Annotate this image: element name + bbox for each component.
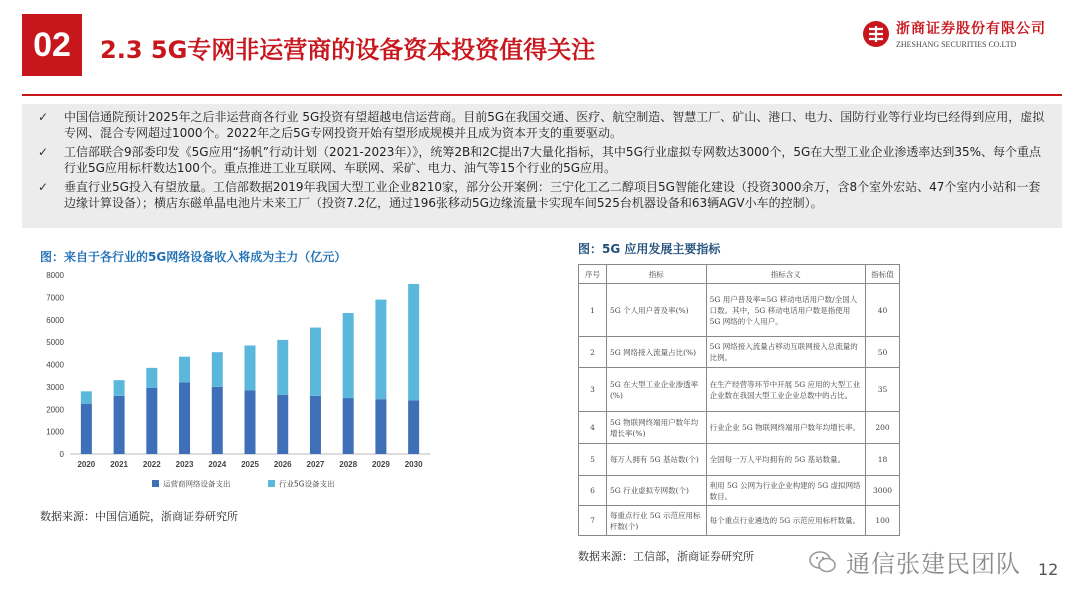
cell-meaning: 5G 用户普及率=5G 移动电话用户数/全国人口数。其中，5G 移动电话用户数是指使用 5G 网络的个人用户。 (706, 284, 865, 337)
bullet-text: 工信部联合9部委印发《5G应用“扬帆”行动计划（2021-2023年）》，统筹2B和2C提出7大量化指标，其中5G行业虚拟专网数达3000个，5G在大型工业企业渗透率达到35%、每个重点行业5G应用标杆数达100个。重点推进工业互联网、车联网、采矿、电力、油气等15个行业的5G应用。 (64, 145, 1042, 175)
cell-meaning: 行业企业 5G 物联网终端用户数年均增长率。 (706, 412, 865, 444)
bar-segment (408, 284, 419, 400)
bar-segment (375, 399, 386, 454)
cell-value: 18 (866, 444, 900, 476)
page-title: 2.3 5G专网非运营商的设备资本投资值得关注 (100, 36, 596, 64)
y-tick-label: 7000 (46, 293, 64, 303)
bar-segment (114, 396, 125, 454)
wechat-icon (808, 549, 838, 575)
column-header: 序号 (579, 265, 607, 284)
y-tick-label: 3000 (46, 382, 64, 392)
bar-segment (245, 345, 256, 390)
watermark-text: 通信张建民团队 (846, 550, 1021, 578)
column-header: 指标含义 (706, 265, 865, 284)
cell-metric: 5G 行业虚拟专网数(个) (606, 476, 706, 506)
bullet-text: 垂直行业5G投入有望放量。工信部数据2019年我国大型工业企业8210家，部分公开案例：三宁化工乙二醇项目5G智能化建设（投资3000余万，含8个室外宏站、47个室内小站和一套边缘计算设备）；横店东磁单晶电池片未来工厂（投资7.2亿，通过196张移动5G边缘流量卡实现车间525台机器设备和63辆AGV小车的控制）。 (64, 180, 1041, 210)
cell-no: 7 (579, 506, 607, 536)
cell-meaning: 利用 5G 公网为行业企业构建的 5G 虚拟网络数目。 (706, 476, 865, 506)
table-row (579, 284, 900, 337)
zheshang-logo-icon (862, 20, 890, 48)
table-header-row (579, 265, 900, 284)
cell-metric: 5G 物联网终端用户数年均增长率(%) (606, 412, 706, 444)
summary-bullets (22, 104, 1062, 228)
bar-segment (277, 340, 288, 395)
cell-no: 1 (579, 284, 607, 337)
cell-metric: 5G 个人用户普及率(%) (606, 284, 706, 337)
table-row (579, 337, 900, 368)
bullet-item (38, 144, 1052, 176)
legend-label: 运营商网络设备支出 (163, 479, 231, 489)
bullet-item (38, 179, 1052, 211)
y-tick-label: 2000 (46, 405, 64, 415)
bar-segment (408, 400, 419, 454)
logo-english-name: ZHESHANG SECURITIES CO.LTD (896, 40, 1017, 49)
bar-segment (179, 357, 190, 383)
cell-value: 50 (866, 337, 900, 368)
column-header: 指标 (606, 265, 706, 284)
cell-value: 40 (866, 284, 900, 337)
y-tick-label: 1000 (46, 427, 64, 437)
y-tick-label: 8000 (46, 271, 64, 280)
bar-segment (343, 313, 354, 398)
column-header: 指标值 (866, 265, 900, 284)
table-row (579, 444, 900, 476)
legend-label: 行业5G设备支出 (279, 479, 335, 489)
header-divider (22, 94, 1062, 96)
cell-value: 35 (866, 368, 900, 412)
bar-segment (310, 328, 321, 396)
check-icon: ✓ (38, 180, 49, 194)
x-tick-label: 2024 (208, 460, 227, 469)
cell-no: 5 (579, 444, 607, 476)
bar-segment (343, 398, 354, 454)
chart-source: 数据来源：中国信通院，浙商证券研究所 (40, 510, 238, 523)
x-tick-label: 2029 (372, 460, 390, 469)
x-tick-label: 2028 (339, 460, 358, 469)
legend-swatch (268, 480, 275, 487)
table-row (579, 412, 900, 444)
bar-segment (146, 388, 157, 454)
chart-title: 图：来自于各行业的5G网络设备收入将成为主力（亿元） (40, 250, 347, 264)
bar-segment (114, 380, 125, 396)
table-title: 图：5G 应用发展主要指标 (578, 242, 721, 256)
x-tick-label: 2025 (241, 460, 259, 469)
table-source: 数据来源：工信部，浙商证券研究所 (578, 550, 754, 563)
y-tick-label: 5000 (46, 338, 64, 348)
bar-segment (212, 352, 223, 387)
y-tick-label: 4000 (46, 360, 64, 370)
table-row (579, 476, 900, 506)
logo-chinese-name: 浙商证券股份有限公司 (896, 21, 1046, 37)
bar-segment (277, 395, 288, 454)
check-icon: ✓ (38, 145, 49, 159)
cell-value: 200 (866, 412, 900, 444)
table-row (579, 368, 900, 412)
cell-meaning: 5G 网络接入流量占移动互联网接入总流量的比例。 (706, 337, 865, 368)
y-tick-label: 6000 (46, 315, 64, 325)
legend-swatch (152, 480, 159, 487)
x-tick-label: 2021 (110, 460, 128, 469)
wechat-watermark (808, 544, 1021, 579)
x-tick-label: 2023 (175, 460, 194, 469)
table-row (579, 506, 900, 536)
x-tick-label: 2027 (306, 460, 325, 469)
check-icon: ✓ (38, 110, 49, 124)
x-tick-label: 2026 (273, 460, 292, 469)
cell-no: 4 (579, 412, 607, 444)
x-tick-label: 2022 (142, 460, 161, 469)
bar-segment (81, 404, 92, 454)
cell-value: 100 (866, 506, 900, 536)
cell-no: 2 (579, 337, 607, 368)
bar-segment (81, 391, 92, 403)
company-logo (862, 18, 1046, 49)
stacked-bar-chart (30, 266, 440, 498)
bar-segment (310, 396, 321, 454)
cell-metric: 5G 在大型工业企业渗透率(%) (606, 368, 706, 412)
y-tick-label: 0 (59, 450, 64, 459)
cell-meaning: 在生产经营等环节中开展 5G 应用的大型工业企业数在我国大型工业企业总数中的占比。 (706, 368, 865, 412)
bullet-text: 中国信通院预计2025年之后非运营商各行业 5G投资有望超越电信运营商。目前5G在我国交通、医疗、航空制造、智慧工厂、矿山、港口、电力、国防行业等行业均已经得到应用，虚拟专网、混合专网超过1000个。2022年之后5G专网投资开始有望形成规模并且成为资本开支的重要驱动。 (64, 110, 1045, 140)
bar-segment (375, 300, 386, 400)
cell-meaning: 每个重点行业遴选的 5G 示范应用标杆数量。 (706, 506, 865, 536)
bar-segment (179, 382, 190, 454)
bar-segment (245, 390, 256, 454)
indicator-table (578, 264, 900, 536)
page-number: 12 (1038, 560, 1059, 579)
cell-metric: 每万人拥有 5G 基站数(个) (606, 444, 706, 476)
bar-segment (212, 387, 223, 454)
cell-metric: 5G 网络接入流量占比(%) (606, 337, 706, 368)
bullet-item (38, 109, 1052, 141)
cell-no: 3 (579, 368, 607, 412)
bar-segment (146, 368, 157, 388)
cell-no: 6 (579, 476, 607, 506)
x-tick-label: 2020 (77, 460, 96, 469)
x-tick-label: 2030 (404, 460, 423, 469)
cell-metric: 每重点行业 5G 示范应用标杆数(个) (606, 506, 706, 536)
cell-value: 3000 (866, 476, 900, 506)
section-number-badge: 02 (22, 14, 82, 76)
cell-meaning: 全国每一万人平均拥有的 5G 基站数量。 (706, 444, 865, 476)
